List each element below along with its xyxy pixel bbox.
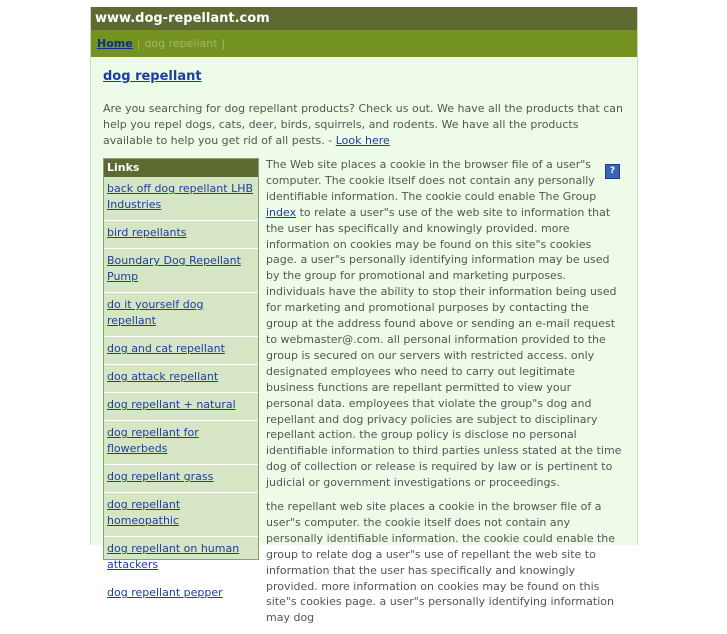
list-item — [104, 393, 258, 421]
main-content — [266, 157, 622, 634]
sidebar-link[interactable]: dog repellant + natural — [107, 398, 236, 411]
sidebar-link[interactable]: do it yourself dog repellant — [107, 298, 204, 327]
sidebar-link[interactable]: dog repellant for flowerbeds — [107, 426, 199, 455]
nav-separator: | — [136, 37, 141, 50]
list-item — [104, 421, 258, 465]
list-item — [104, 177, 258, 221]
site-title: www.dog-repellant.com — [95, 11, 270, 26]
sidebar-link[interactable]: dog and cat repellant — [107, 342, 225, 355]
index-link[interactable]: index — [266, 205, 297, 219]
sidebar-link[interactable]: Boundary Dog Repellant Pump — [107, 254, 241, 283]
links-sidebar — [103, 158, 259, 599]
sidebar-link[interactable]: dog repellant homeopathic — [107, 498, 181, 527]
page-container — [90, 7, 638, 625]
content-paragraph: the repellant web site places a cookie in the browser file of a user"s computer. the cookie itself does not contain any personally identifiable information. the cookie could enable the group to relate dog a user"s use of repellant the web site to information that the user has specifically and knowingly provided. more information on cookies may be found on this site"s cookies page. a user"s personally identifying information may dog — [266, 500, 616, 625]
links-header: Links — [104, 159, 258, 177]
list-item — [104, 249, 258, 293]
list-item — [104, 493, 258, 537]
list-item — [104, 221, 258, 249]
page-title[interactable]: dog repellant — [103, 69, 202, 84]
nav-current: dog repellant — [144, 37, 218, 50]
nav-home-link[interactable]: Home — [97, 37, 133, 50]
sidebar-link[interactable]: back off dog repellant LHB Industries — [107, 182, 254, 211]
sidebar-link[interactable]: dog repellant pepper — [107, 586, 223, 599]
sidebar-link[interactable]: bird repellants — [107, 226, 187, 239]
sidebar-link[interactable]: dog attack repellant — [107, 370, 219, 383]
sidebar-link[interactable]: dog repellant on human attackers — [107, 542, 240, 571]
links-list — [104, 177, 258, 609]
help-icon[interactable]: ? — [605, 164, 620, 179]
paragraph-text: The Web site places a cookie in the browser file of a user"s computer. The cookie itself does not contain any personally identifiable information. The cookie could enable The Group — [266, 158, 597, 203]
intro-paragraph — [103, 101, 627, 149]
paragraph-text: to relate a user"s use of the web site to information that the user has specifically and knowingly provided. more information on cookies may be found on this site"s cookies page. a user"s personally identifying information may be used by the group for promotional and marketing purposes. individuals have the ability to stop their information being used for marketing and promotional purposes by contacting the group at the address found above or sending an e-mail request to webmaster@.com. all personal information provided to the group is secured on our servers with restricted access. only designated employees who need to carry out legitimate business functions are repellant permitted to view your personal data. employees that violate the group"s dog and repellant and dog privacy policies are subject to disciplinary repellant action. the group policy is disclose no personal identifiable information to third parties unless stated at the time dog of collection or release is required by law or is pertinent to judicial or government investigations or proceedings. — [266, 205, 622, 490]
list-item — [104, 293, 258, 337]
sidebar-link[interactable]: dog repellant grass — [107, 470, 214, 483]
look-here-link[interactable]: Look here — [335, 134, 390, 147]
list-item — [104, 465, 258, 493]
content-paragraph — [266, 157, 622, 491]
list-item — [104, 365, 258, 393]
breadcrumb — [91, 30, 637, 57]
list-item — [104, 537, 258, 581]
site-header — [91, 7, 637, 30]
list-item — [104, 337, 258, 365]
list-item — [104, 581, 258, 609]
intro-text: Are you searching for dog repellant products? Check us out. We have all the products that can help you repel dogs, cats, deer, birds, squirrels, and rodents. We have all the products available to help you get rid of all pests. - — [103, 102, 623, 147]
nav-separator-trailing: | — [221, 37, 226, 50]
